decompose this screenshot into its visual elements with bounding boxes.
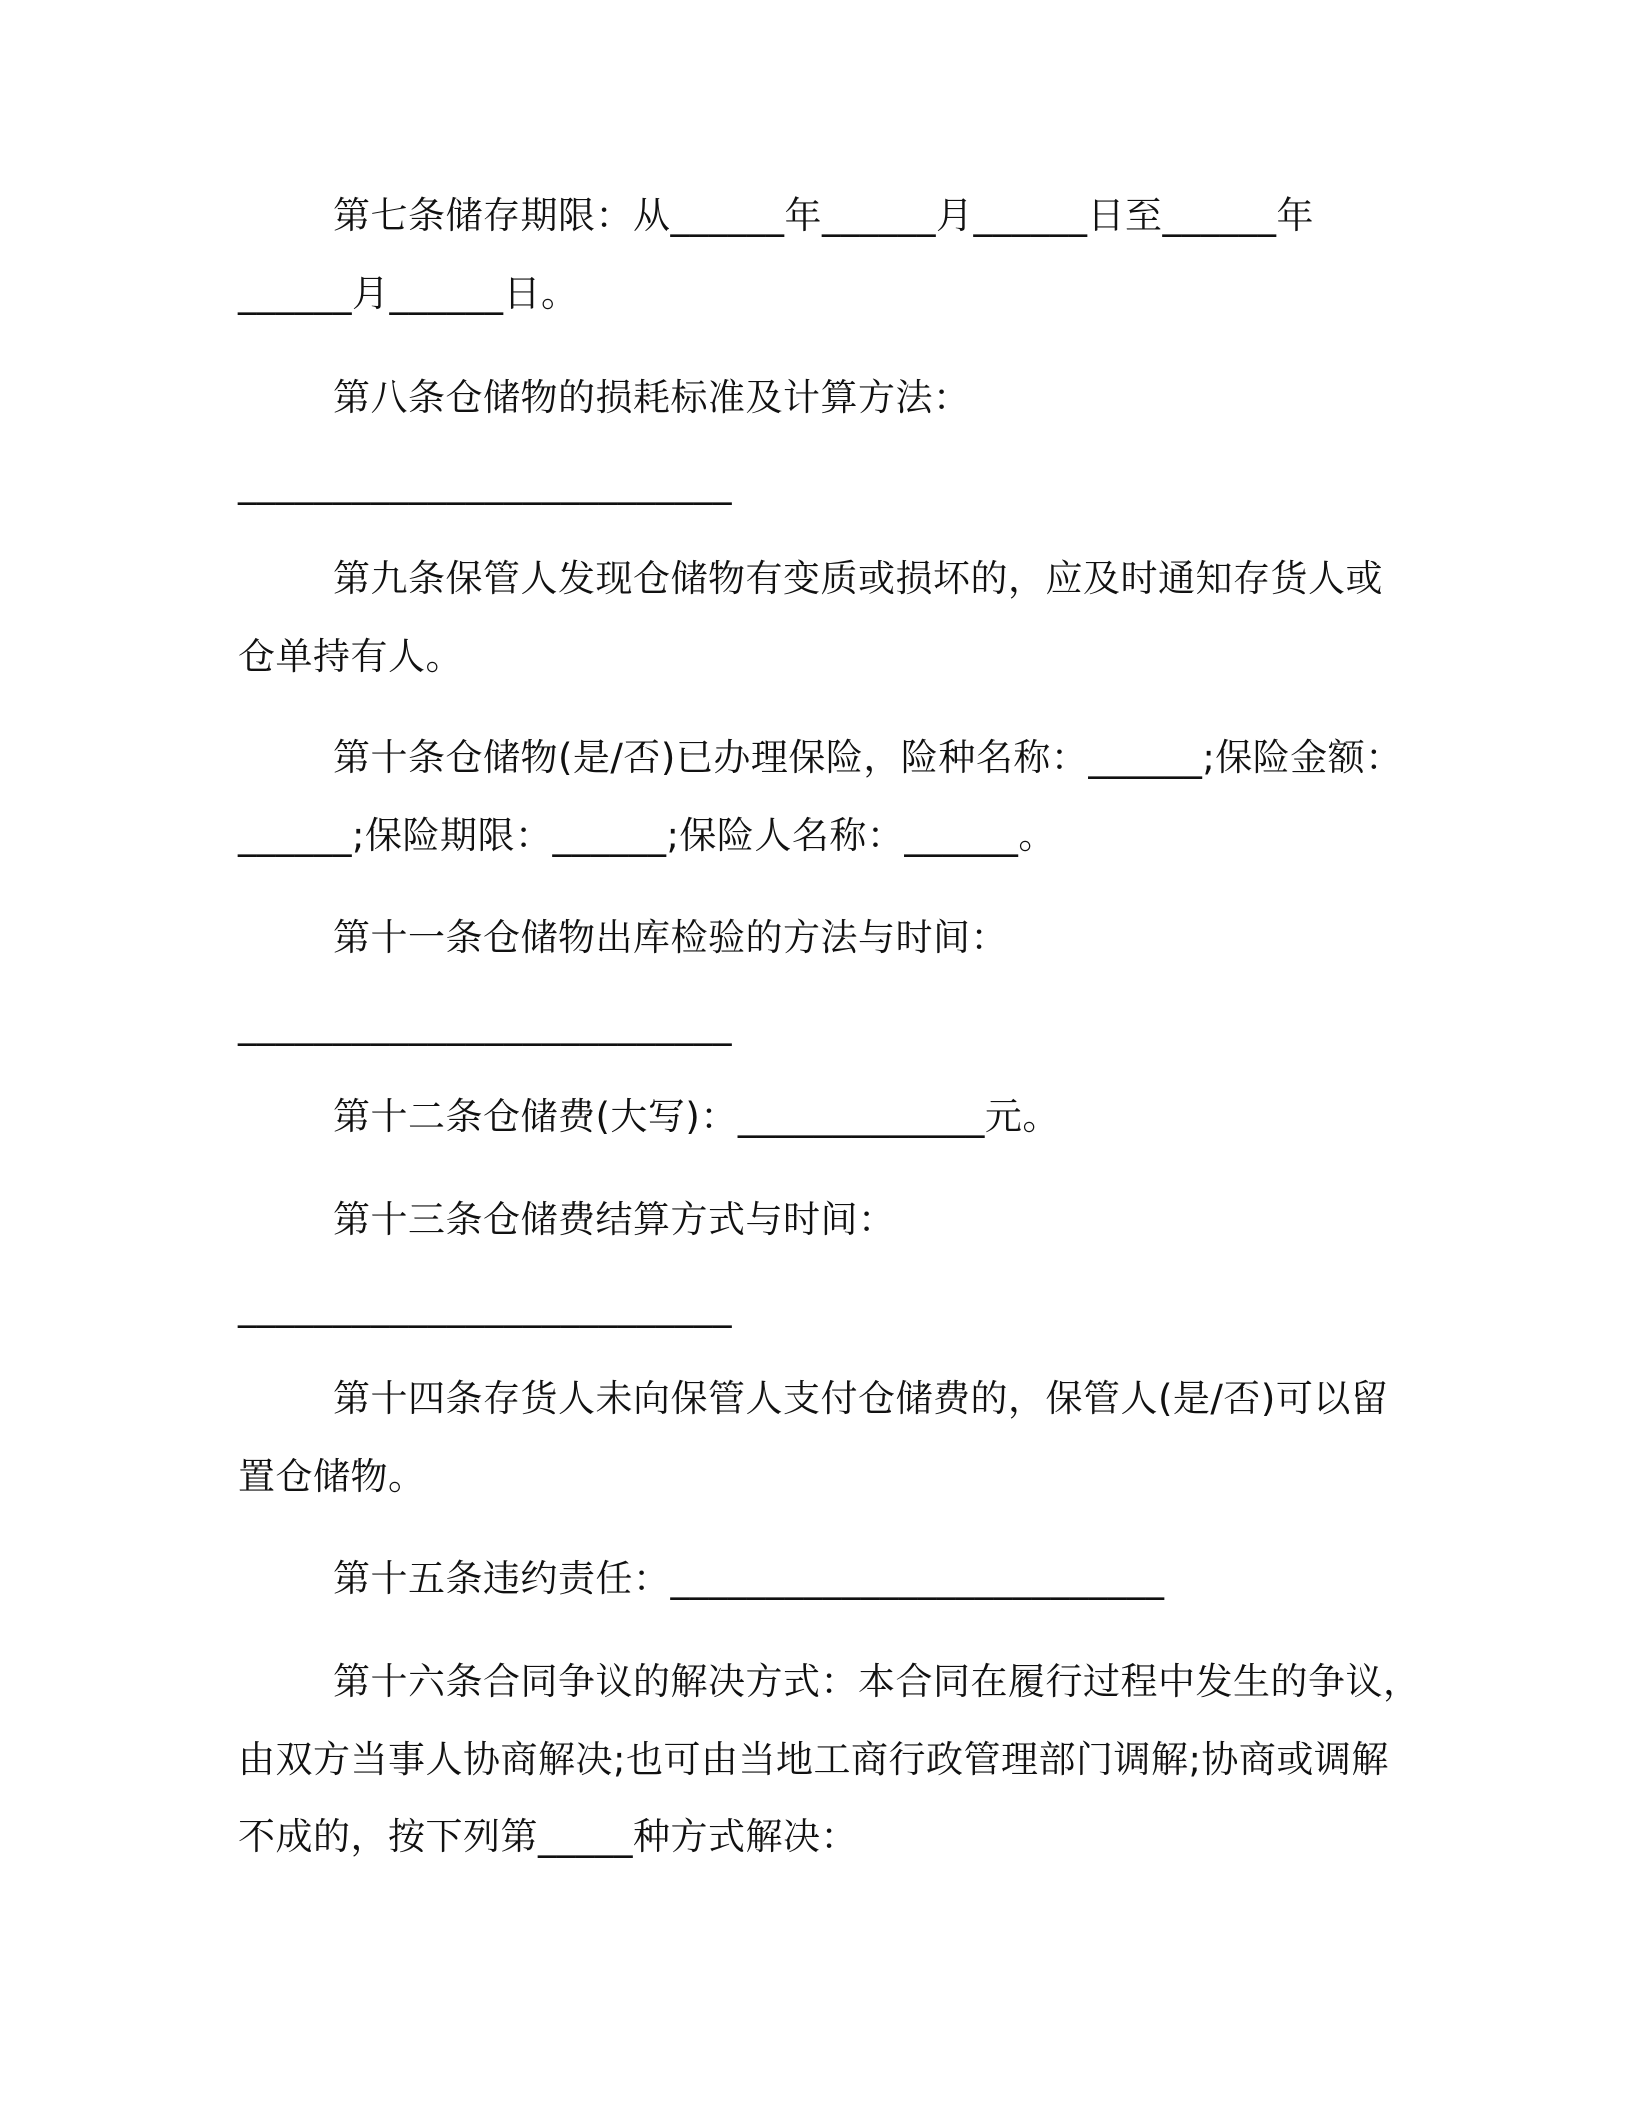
article-7-line-2: ______月______日。	[238, 272, 579, 315]
article-11-blank-line: __________________________	[238, 1003, 732, 1046]
article-13-line-1: 第十三条仓储费结算方式与时间：	[333, 1198, 896, 1241]
article-8-line-1: 第八条仓储物的损耗标准及计算方法：	[333, 376, 971, 419]
article-14-line-1: 第十四条存货人未向保管人支付仓储费的，保管人(是/否)可以留	[333, 1377, 1389, 1420]
article-15-line-1: 第十五条违约责任：__________________________	[333, 1557, 1165, 1600]
article-16-line-1: 第十六条合同争议的解决方式：本合同在履行过程中发生的争议，	[333, 1660, 1421, 1703]
article-16-line-3: 不成的，按下列第_____种方式解决：	[238, 1815, 858, 1858]
article-16-line-2: 由双方当事人协商解决;也可由当地工商行政管理部门调解;协商或调解	[238, 1738, 1389, 1781]
article-8-blank-line: __________________________	[238, 462, 732, 505]
article-7-line-1: 第七条储存期限：从______年______月______日至______年	[333, 194, 1314, 237]
article-10-line-2: ______;保险期限：______;保险人名称：______。	[238, 814, 1056, 857]
article-9-line-2: 仓单持有人。	[238, 635, 463, 678]
article-12-line-1: 第十二条仓储费(大写)：_____________元。	[333, 1095, 1060, 1138]
article-10-line-1: 第十条仓储物(是/否)已办理保险，险种名称：______;保险金额：	[333, 736, 1403, 779]
article-14-line-2: 置仓储物。	[238, 1455, 426, 1498]
article-13-blank-line: __________________________	[238, 1285, 732, 1328]
article-9-line-1: 第九条保管人发现仓储物有变质或损坏的，应及时通知存货人或	[333, 557, 1383, 600]
article-11-line-1: 第十一条仓储物出库检验的方法与时间：	[333, 916, 1008, 959]
